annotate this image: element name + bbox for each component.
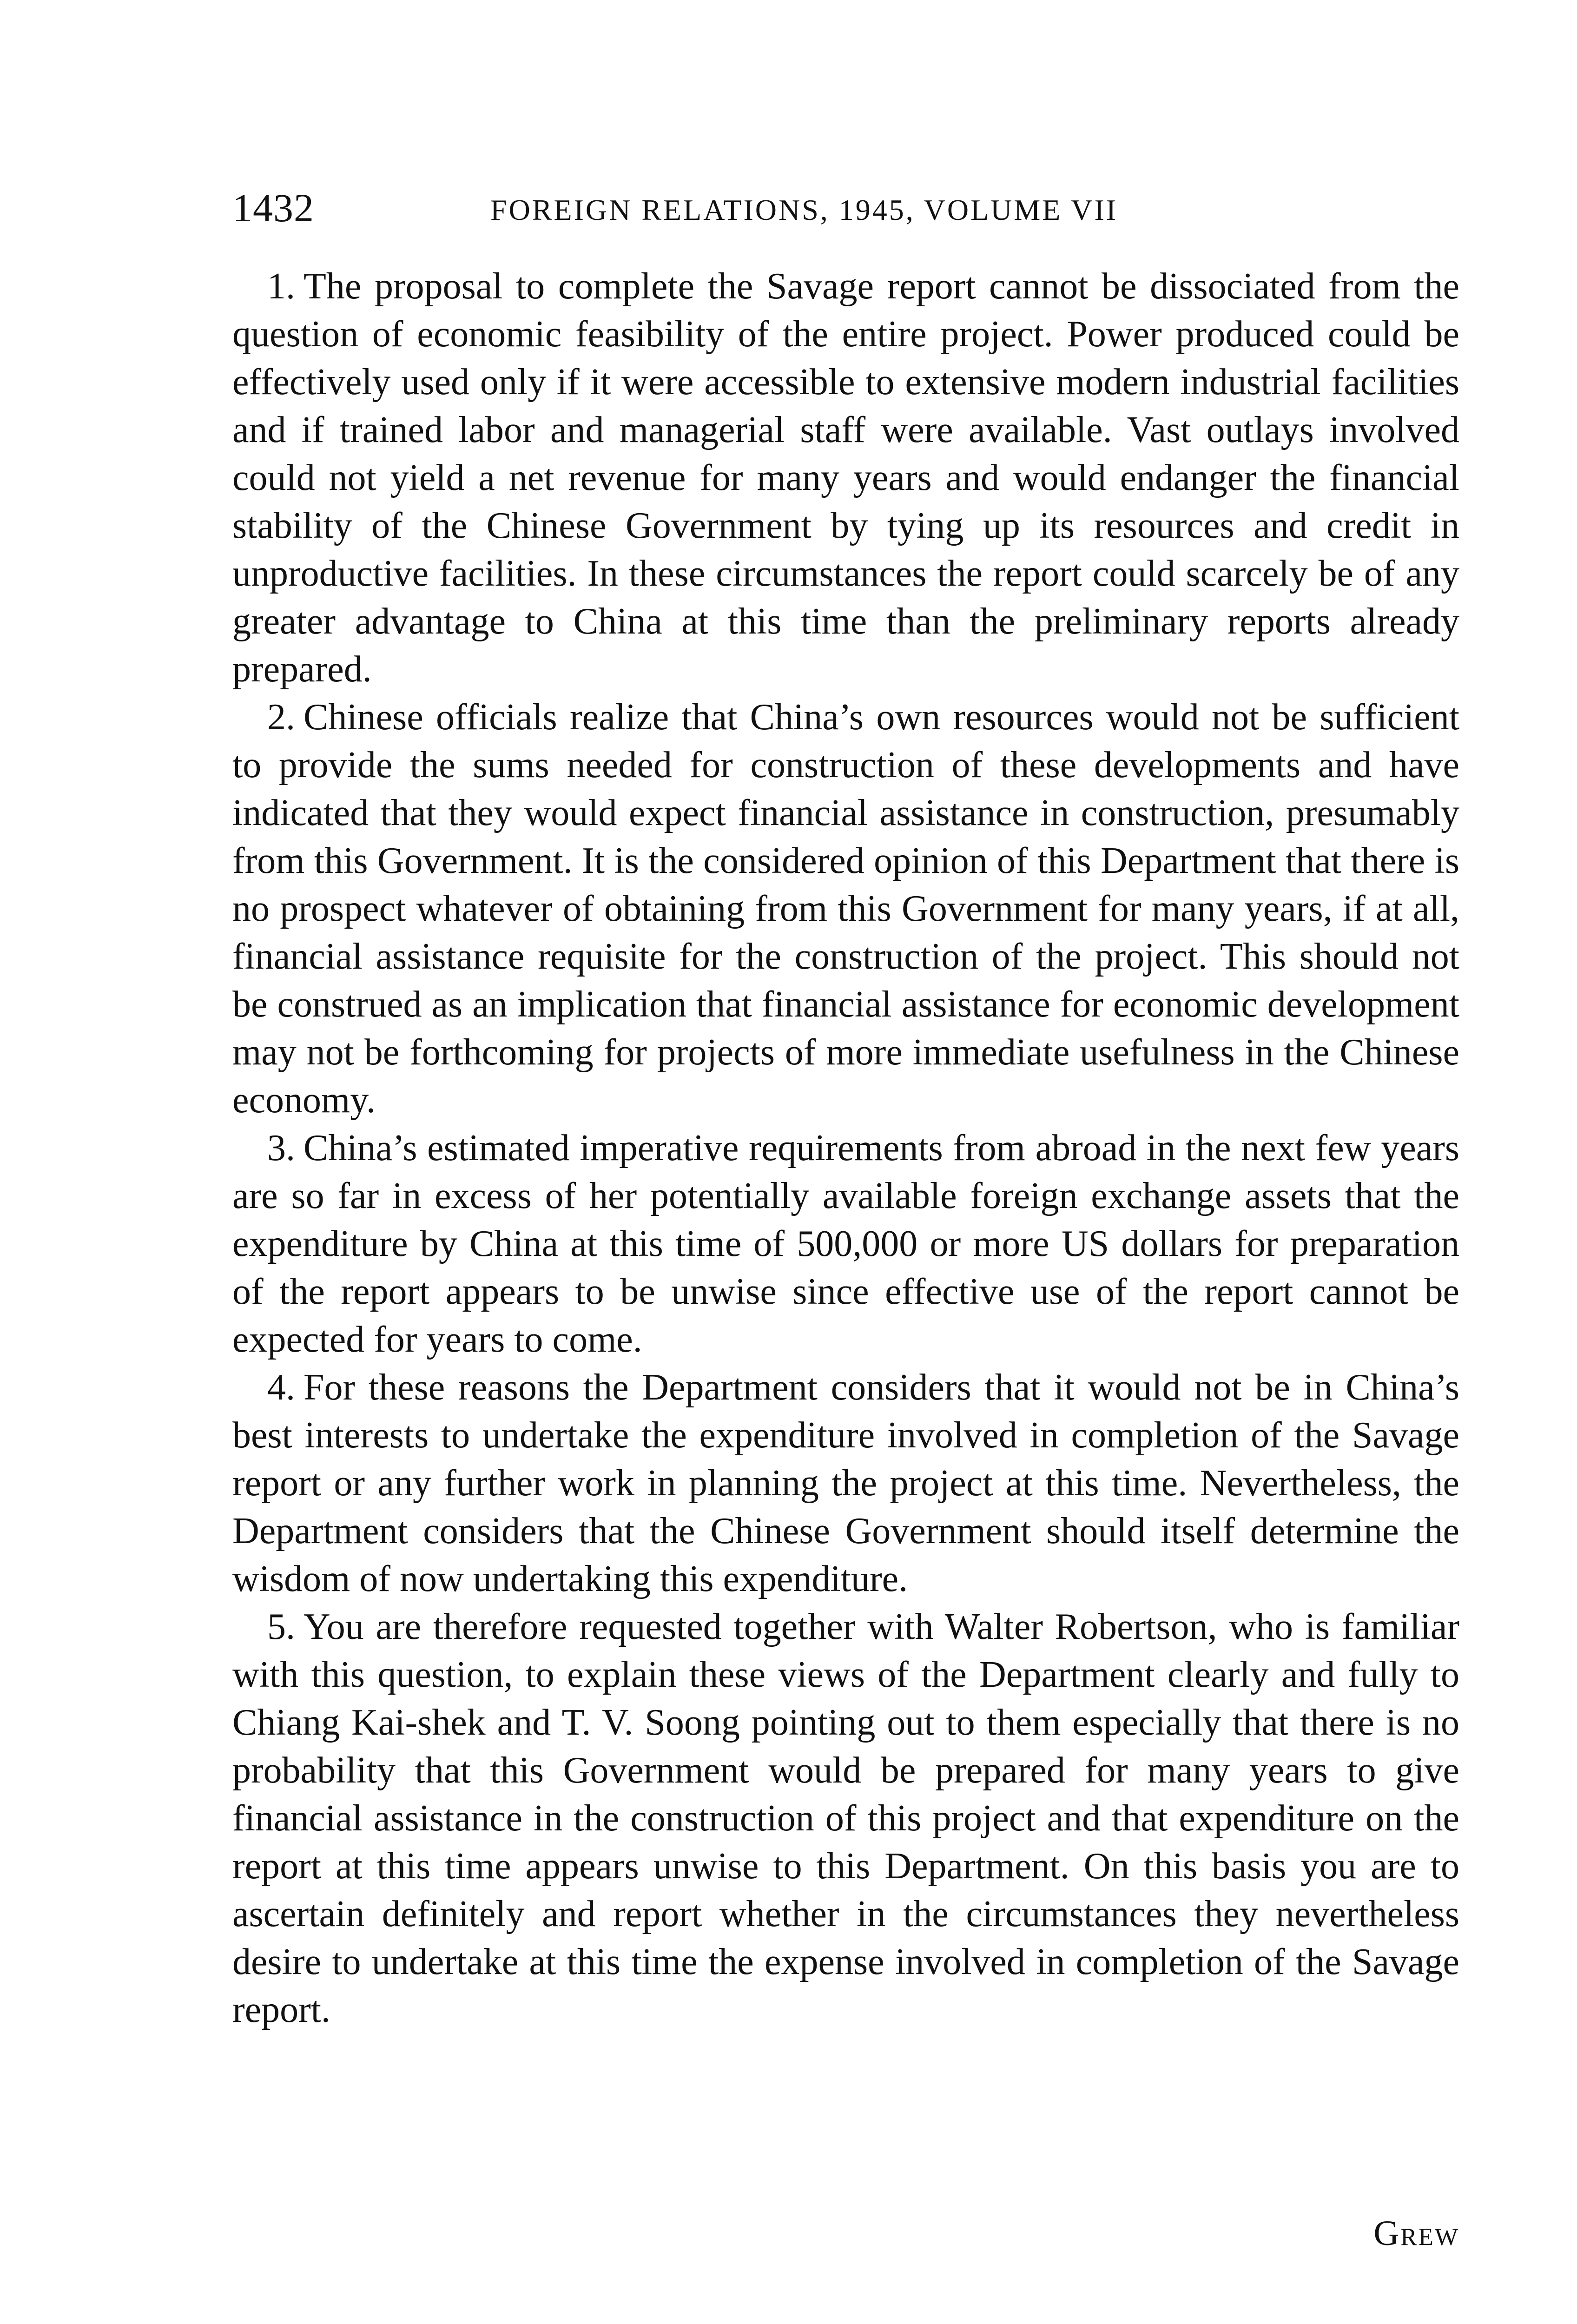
document-body (232, 263, 1459, 2034)
paragraph-text: China’s estimated imperative requirements from abroad in the next few years are so far in excess of her potentially available foreign exchange assets that the expenditure by China at this time of 500,000 or more US dollars for preparation of the report appears to be unwise since effective use of the report cannot be expected for years to come. (232, 1128, 1459, 1360)
paragraph-number: 4. (267, 1367, 295, 1408)
paragraph-number: 5. (267, 1606, 295, 1647)
paragraph-number: 3. (267, 1128, 295, 1169)
running-head: FOREIGN RELATIONS, 1945, VOLUME VII (490, 193, 1118, 226)
paragraph-5 (232, 1603, 1459, 2034)
paragraph-2 (232, 693, 1459, 1124)
paragraph-3 (232, 1124, 1459, 1364)
paragraph-text: You are therefore requested together with Walter Robertson, who is familiar with this question, to explain these views of the Department clearly and fully to Chiang Kai-shek and T. V. Soong pointing out to them especially that there is no probability that this Government would be prepared for many years to give financial assistance in the construction of this project and that expenditure on the report at this time appears unwise to this Department. On this basis you are to ascertain definitely and report whether in the circumstances they nevertheless desire to undertake at this time the expense involved in completion of the Savage report. (232, 1606, 1459, 2030)
paragraph-text: The proposal to complete the Savage report cannot be dissociated from the question of economic feasibility of the entire project. Power produced could be effectively used only if it were accessible to extensive modern industrial facilities and if trained labor and managerial staff were available. Vast outlays involved could not yield a net revenue for many years and would endanger the financial stability of the Chinese Government by tying up its resources and credit in unproductive facilities. In these circumstances the report could scarcely be of any greater advantage to China at this time than the preliminary reports already prepared. (232, 266, 1459, 690)
page-number: 1432 (232, 185, 314, 230)
paragraph-1 (232, 263, 1459, 693)
signature: Grew (1373, 2214, 1459, 2253)
page-header (232, 182, 1459, 238)
paragraph-number: 1. (267, 266, 295, 307)
paragraph-4 (232, 1364, 1459, 1603)
paragraph-text: Chinese officials realize that China’s own resources would not be sufficient to provide the sums needed for construction of these developments and have indicated that they would expect financial assistance in construction, presumably from this Government. It is the considered opinion of this Department that there is no prospect whatever of obtaining from this Government for many years, if at all, financial assistance requisite for the construction of the project. This should not be construed as an implication that financial assistance for economic development may not be forthcoming for projects of more immediate usefulness in the Chinese economy. (232, 697, 1459, 1121)
paragraph-number: 2. (267, 697, 295, 738)
paragraph-text: For these reasons the Department considers that it would not be in China’s best interests to undertake the expenditure involved in completion of the Savage report or any further work in planning the project at this time. Nevertheless, the Department considers that the Chinese Government should itself determine the wisdom of now undertaking this expenditure. (232, 1367, 1459, 1599)
